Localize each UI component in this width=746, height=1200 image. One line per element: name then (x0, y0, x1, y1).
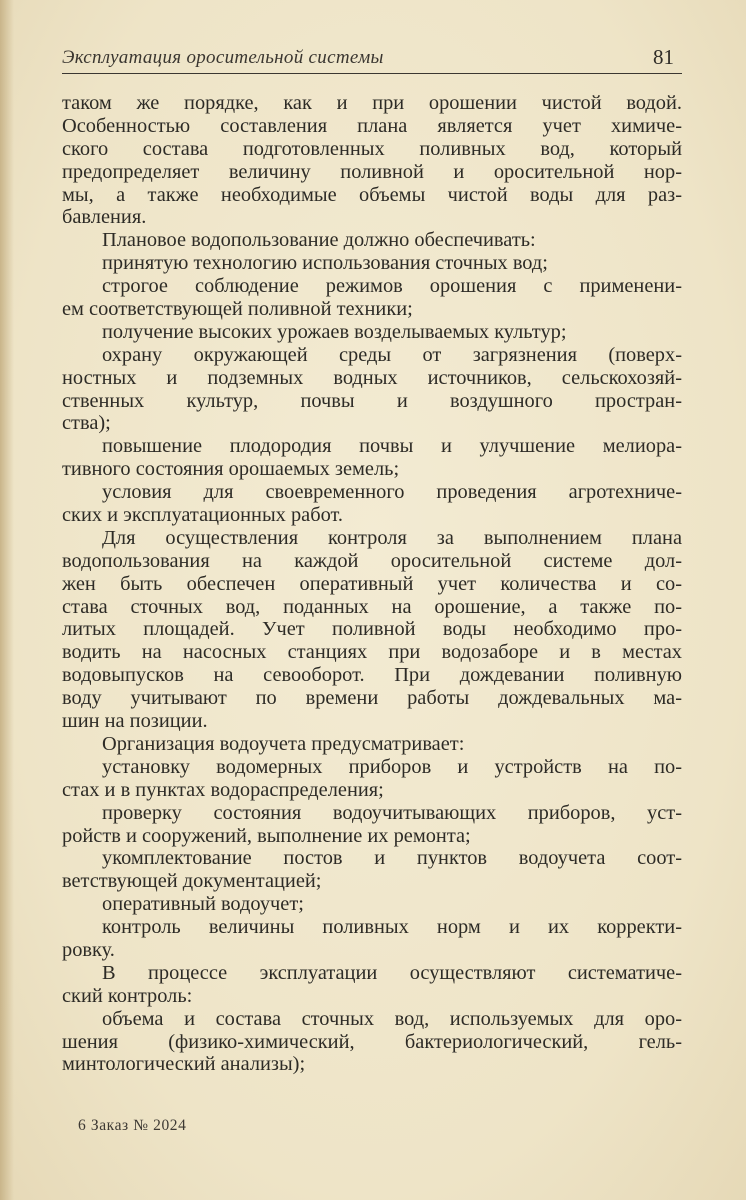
paragraph (62, 321, 682, 344)
signature-mark: 6 Заказ № 2024 (78, 1117, 187, 1134)
text-line: предопределяет величину поливной и оросительной нор- (62, 160, 682, 183)
text-line: ский контроль: (62, 984, 193, 1007)
text-line: шения (физико-химический, бактериологический, гель- (62, 1030, 682, 1053)
text-line: контроль величины поливных норм и их корректи- (102, 916, 682, 939)
text-line: проверку состояния водоучитывающих приборов, уст- (102, 801, 682, 824)
paragraph (62, 275, 682, 321)
text-line: водопользования на каждой оросительной системе дол- (62, 549, 682, 572)
text-line: строгое соблюдение режимов орошения с применени- (102, 275, 682, 298)
running-head: Эксплуатация оросительной системы (62, 47, 384, 68)
text-line: ских и эксплуатационных работ. (62, 504, 343, 527)
text-line: литых площадей. Учет поливной воды необходимо про- (62, 618, 682, 641)
text-line: Особенностью составления плана является учет химиче- (62, 114, 682, 137)
text-line: Организация водоучета предусматривает: (102, 732, 465, 755)
text-line: ровку. (62, 938, 115, 961)
paragraph (62, 527, 682, 733)
page-header (62, 44, 682, 72)
paragraph (62, 847, 682, 893)
text-line: водить на насосных станциях при водозаборе и в местах (62, 641, 682, 664)
text-line: минтологический анализы); (62, 1053, 306, 1076)
header-rule (62, 73, 682, 74)
text-line: ства); (62, 412, 111, 435)
text-line: ем соответствующей поливной техники; (62, 298, 413, 321)
paragraph (62, 916, 682, 962)
text-line: ственных культур, почвы и воздушного простран- (62, 389, 682, 412)
text-line: водовыпусков на севооборот. При дождевании поливную (62, 664, 682, 687)
text-line: жен быть обеспечен оперативный учет количества и со- (62, 572, 682, 595)
paragraph (62, 435, 682, 481)
text-line: ветствующей документацией; (62, 870, 322, 893)
text-line: воду учитывают по времени работы дождевальных ма- (62, 687, 682, 710)
paragraph (62, 962, 682, 1008)
text-line: получение высоких урожаев возделываемых культур; (102, 320, 567, 343)
text-line: таком же порядке, как и при орошении чистой водой. (62, 92, 682, 114)
paragraph (62, 756, 682, 802)
paragraph (62, 893, 682, 916)
page-number: 81 (653, 45, 674, 69)
paragraph (62, 1008, 682, 1077)
paragraph (62, 229, 682, 252)
text-line: бавления. (62, 206, 147, 229)
paragraph (62, 481, 682, 527)
text-line: условия для своевременного проведения агротехниче- (102, 481, 682, 504)
text-line: объема и состава сточных вод, используемых для оро- (102, 1007, 682, 1030)
text-line: укомплектование постов и пунктов водоучета соот- (102, 847, 682, 870)
text-line: оперативный водоучет; (102, 893, 304, 916)
paragraph (62, 802, 682, 848)
paragraph (62, 252, 682, 275)
text-line: става сточных вод, поданных на орошение, а также по- (62, 595, 682, 618)
text-line: охрану окружающей среды от загрязнения (поверх- (102, 343, 682, 366)
text-line: повышение плодородия почвы и улучшение мелиора- (102, 435, 682, 458)
page-edge-shadow (0, 0, 14, 1200)
text-line: стах и в пунктах водораспределения; (62, 778, 384, 801)
text-line: мы, а также необходимые объемы чистой воды для раз- (62, 183, 682, 206)
text-line: ностных и подземных водных источников, сельскохозяй- (62, 366, 682, 389)
text-line: шин на позиции. (62, 710, 208, 733)
text-line: Плановое водопользование должно обеспечивать: (102, 229, 536, 252)
text-line: ройств и сооружений, выполнение их ремонта; (62, 824, 471, 847)
paragraph (62, 733, 682, 756)
text-line: ского состава подготовленных поливных вод, который (62, 137, 682, 160)
text-line: В процессе эксплуатации осуществляют систематиче- (102, 961, 682, 984)
text-line: Для осуществления контроля за выполнением плана (102, 526, 682, 549)
paragraph (62, 92, 682, 229)
text-line: принятую технологию использования сточных вод; (102, 252, 548, 275)
text-line: тивного состояния орошаемых земель; (62, 458, 400, 481)
paragraph (62, 344, 682, 436)
body-text (62, 92, 682, 1076)
text-line: установку водомерных приборов и устройств на по- (102, 755, 682, 778)
